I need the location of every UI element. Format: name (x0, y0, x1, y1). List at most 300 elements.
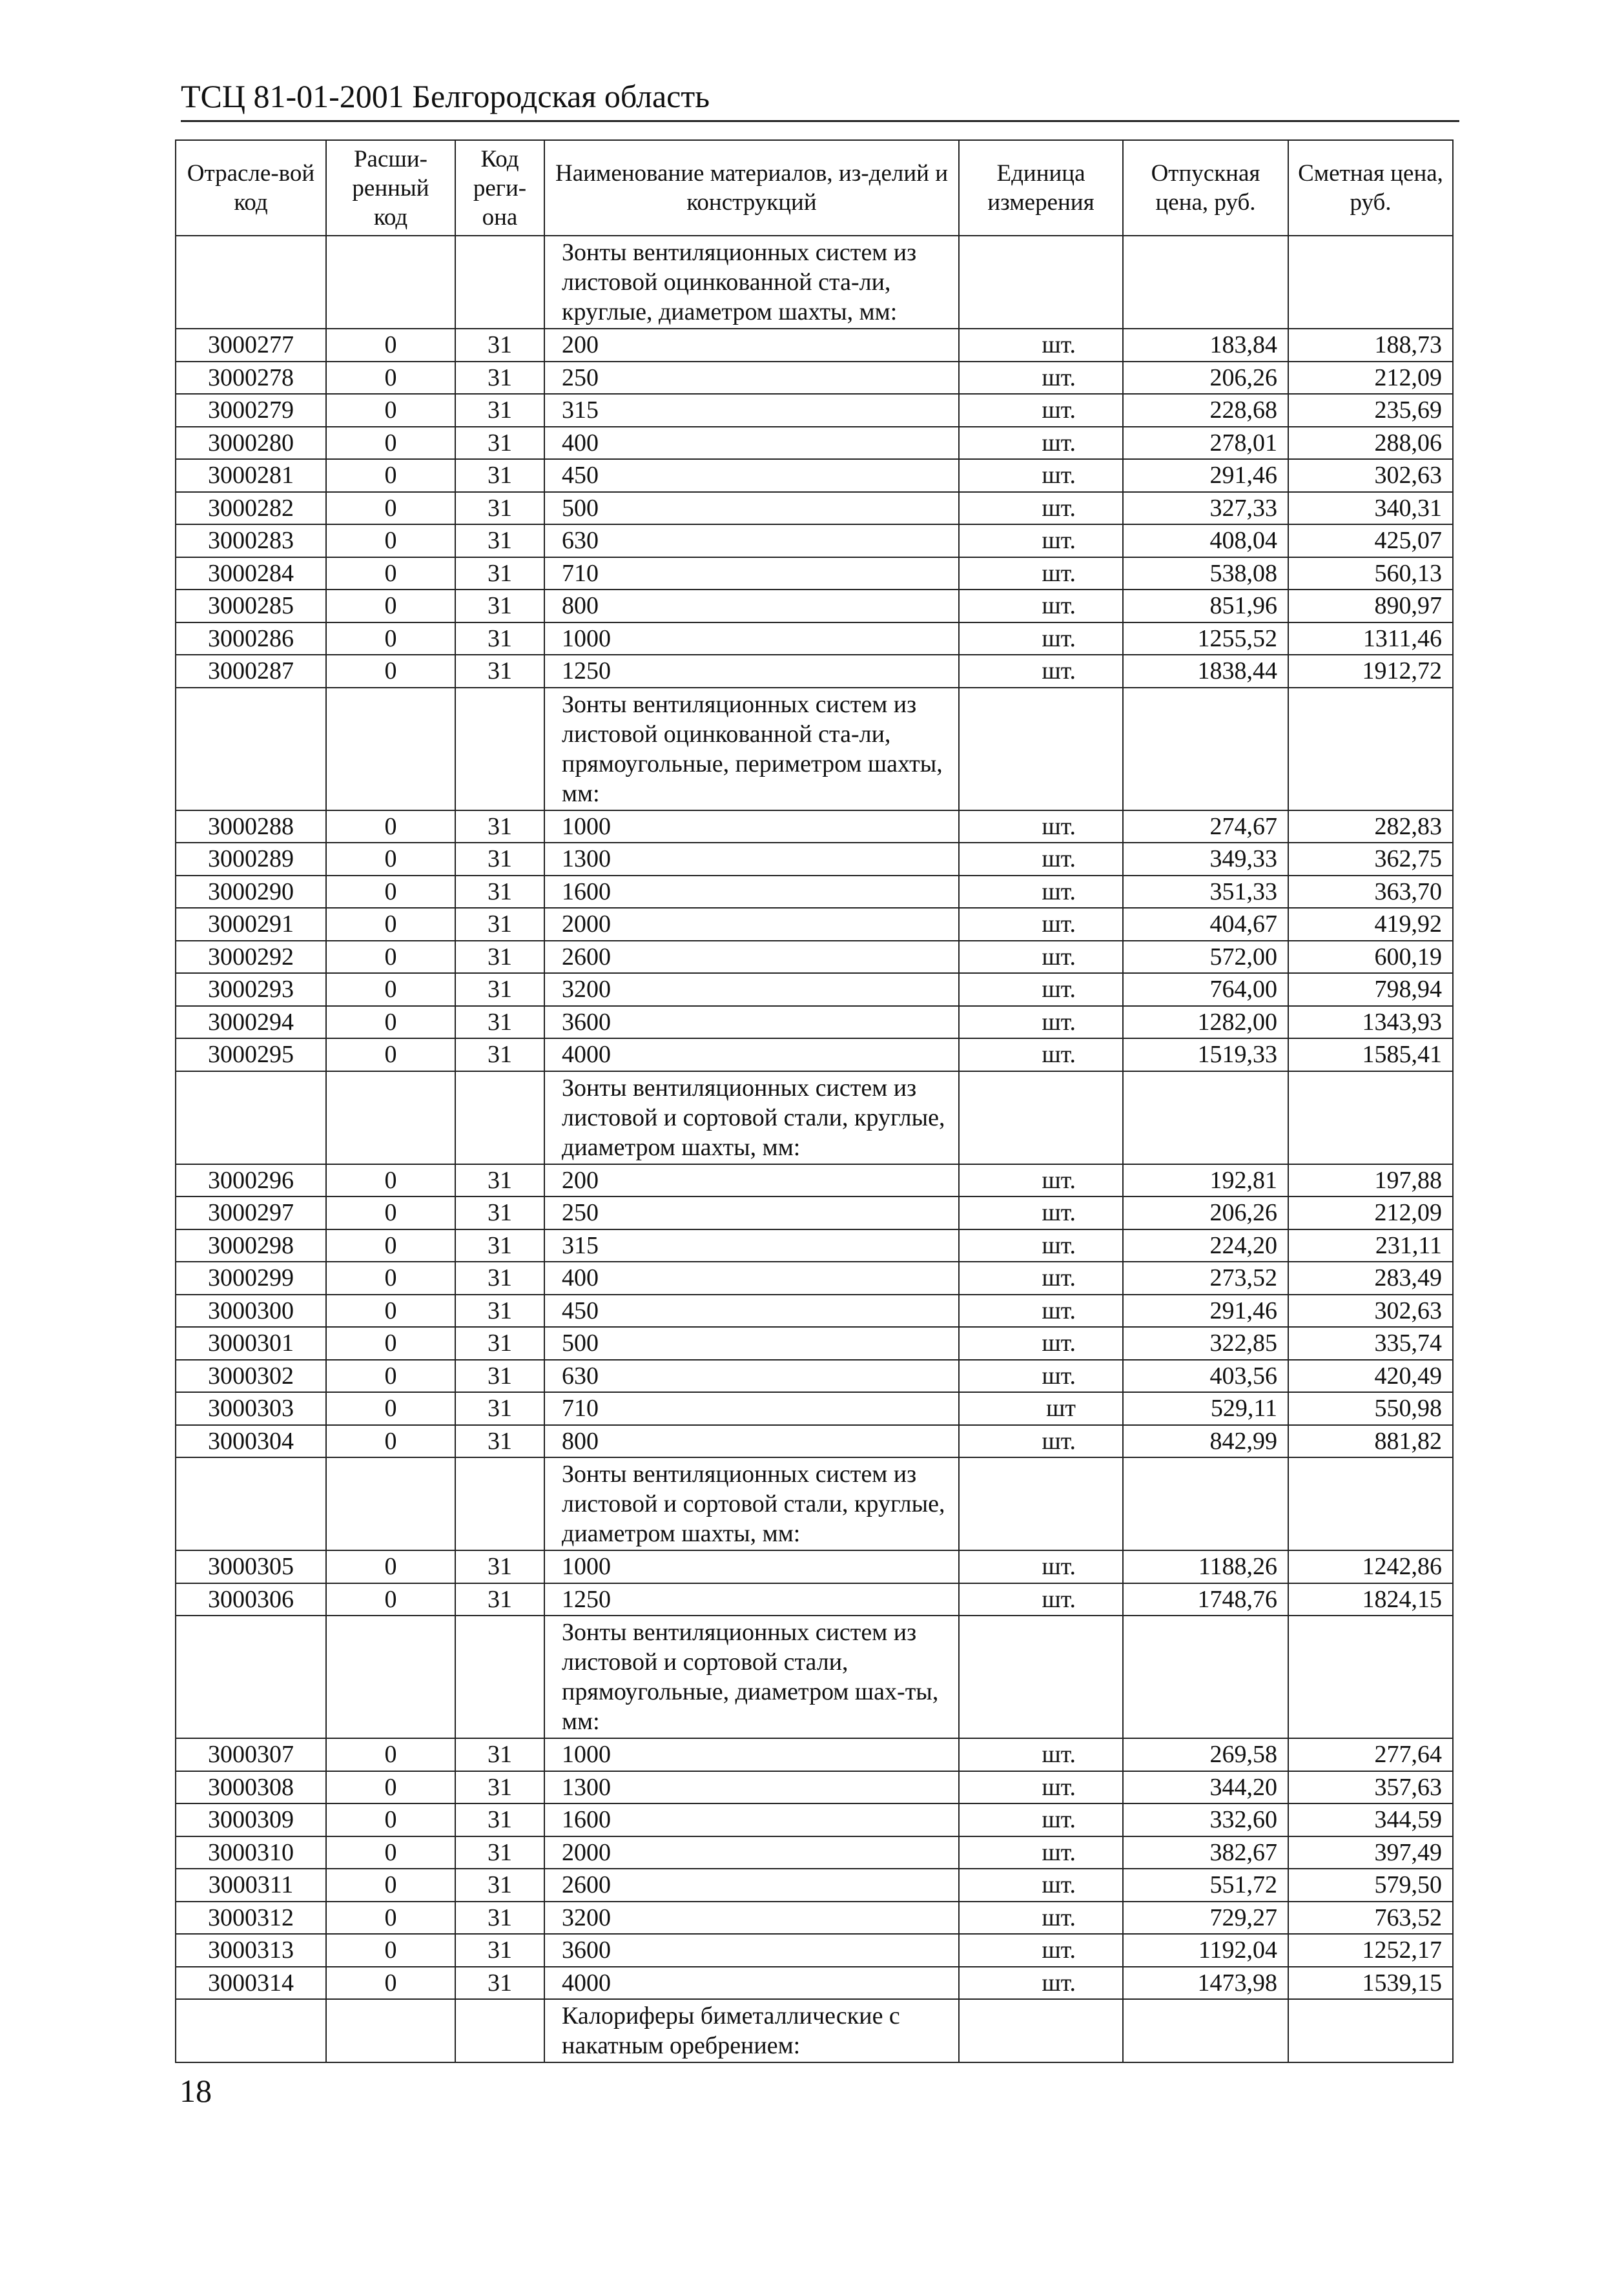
item-name-cell: 1000 (544, 622, 959, 655)
release-price-cell: 1519,33 (1123, 1038, 1288, 1071)
item-name-cell: 710 (544, 1392, 959, 1425)
estimate-price-cell: 550,98 (1288, 1392, 1453, 1425)
table-row (176, 655, 1453, 688)
empty-cell (455, 1071, 544, 1164)
unit-of-measure-cell: шт. (959, 1196, 1123, 1229)
group-header-row (176, 688, 1453, 810)
estimate-price-cell: 425,07 (1288, 524, 1453, 557)
estimate-price-cell: 579,50 (1288, 1869, 1453, 1902)
estimate-price-cell: 288,06 (1288, 427, 1453, 460)
industry-code-cell: 3000297 (176, 1196, 326, 1229)
region-code-cell: 31 (455, 1738, 544, 1771)
unit-of-measure-cell: шт. (959, 524, 1123, 557)
table-row (176, 459, 1453, 492)
table-row (176, 1425, 1453, 1458)
estimate-price-cell: 362,75 (1288, 843, 1453, 876)
estimate-price-cell: 188,73 (1288, 329, 1453, 362)
region-code-cell: 31 (455, 1934, 544, 1967)
region-code-cell: 31 (455, 1164, 544, 1197)
empty-cell (326, 1457, 455, 1550)
item-name-cell: 1300 (544, 843, 959, 876)
estimate-price-cell: 344,59 (1288, 1803, 1453, 1836)
region-code-cell: 31 (455, 1360, 544, 1393)
table-row (176, 908, 1453, 941)
item-name-cell: 450 (544, 459, 959, 492)
industry-code-cell: 3000299 (176, 1262, 326, 1295)
table-body (176, 236, 1453, 2062)
industry-code-cell: 3000292 (176, 941, 326, 974)
extended-code-cell: 0 (326, 622, 455, 655)
release-price-cell: 404,67 (1123, 908, 1288, 941)
table-row (176, 1196, 1453, 1229)
estimate-price-cell: 235,69 (1288, 394, 1453, 427)
industry-code-cell: 3000305 (176, 1550, 326, 1583)
region-code-cell: 31 (455, 1295, 544, 1328)
table-row (176, 492, 1453, 525)
empty-cell (176, 1616, 326, 1738)
unit-of-measure-cell: шт. (959, 1738, 1123, 1771)
release-price-cell: 1473,98 (1123, 1967, 1288, 2000)
item-name-cell: 450 (544, 1295, 959, 1328)
release-price-cell: 228,68 (1123, 394, 1288, 427)
column-header: Сметная цена, руб. (1288, 140, 1453, 236)
industry-code-cell: 3000298 (176, 1229, 326, 1262)
empty-cell (1123, 688, 1288, 810)
extended-code-cell: 0 (326, 1392, 455, 1425)
empty-cell (1123, 1999, 1288, 2062)
industry-code-cell: 3000310 (176, 1836, 326, 1869)
empty-cell (176, 688, 326, 810)
table-row (176, 427, 1453, 460)
item-name-cell: 1600 (544, 876, 959, 909)
item-name-cell: 200 (544, 1164, 959, 1197)
region-code-cell: 31 (455, 941, 544, 974)
estimate-price-cell: 357,63 (1288, 1771, 1453, 1804)
industry-code-cell: 3000291 (176, 908, 326, 941)
item-name-cell: 3200 (544, 973, 959, 1006)
empty-cell (455, 236, 544, 329)
industry-code-cell: 3000306 (176, 1583, 326, 1616)
item-name-cell: 2000 (544, 908, 959, 941)
unit-of-measure-cell: шт. (959, 394, 1123, 427)
release-price-cell: 206,26 (1123, 1196, 1288, 1229)
release-price-cell: 1838,44 (1123, 655, 1288, 688)
region-code-cell: 31 (455, 1836, 544, 1869)
region-code-cell: 31 (455, 655, 544, 688)
region-code-cell: 31 (455, 1771, 544, 1804)
region-code-cell: 31 (455, 1902, 544, 1935)
release-price-cell: 408,04 (1123, 524, 1288, 557)
extended-code-cell: 0 (326, 1006, 455, 1039)
item-name-cell: 1250 (544, 655, 959, 688)
item-name-cell: 4000 (544, 1038, 959, 1071)
unit-of-measure-cell: шт. (959, 622, 1123, 655)
unit-of-measure-cell: шт. (959, 876, 1123, 909)
group-header-row (176, 1457, 1453, 1550)
estimate-price-cell: 397,49 (1288, 1836, 1453, 1869)
group-title: Зонты вентиляционных систем из листовой и сортовой стали, круглые, диаметром шахты, мм: (544, 1071, 959, 1164)
industry-code-cell: 3000293 (176, 973, 326, 1006)
item-name-cell: 800 (544, 590, 959, 622)
region-code-cell: 31 (455, 908, 544, 941)
release-price-cell: 1192,04 (1123, 1934, 1288, 1967)
region-code-cell: 31 (455, 1869, 544, 1902)
release-price-cell: 192,81 (1123, 1164, 1288, 1197)
empty-cell (176, 1071, 326, 1164)
empty-cell (326, 1071, 455, 1164)
release-price-cell: 842,99 (1123, 1425, 1288, 1458)
extended-code-cell: 0 (326, 1738, 455, 1771)
industry-code-cell: 3000286 (176, 622, 326, 655)
extended-code-cell: 0 (326, 1771, 455, 1804)
group-header-row (176, 1999, 1453, 2062)
item-name-cell: 1300 (544, 1771, 959, 1804)
item-name-cell: 315 (544, 394, 959, 427)
extended-code-cell: 0 (326, 843, 455, 876)
region-code-cell: 31 (455, 524, 544, 557)
group-header-row (176, 1071, 1453, 1164)
region-code-cell: 31 (455, 843, 544, 876)
table-row (176, 1327, 1453, 1360)
industry-code-cell: 3000296 (176, 1164, 326, 1197)
extended-code-cell: 0 (326, 1550, 455, 1583)
unit-of-measure-cell: шт. (959, 1425, 1123, 1458)
empty-cell (959, 1071, 1123, 1164)
region-code-cell: 31 (455, 492, 544, 525)
item-name-cell: 315 (544, 1229, 959, 1262)
column-header: Отпускная цена, руб. (1123, 140, 1288, 236)
estimate-price-cell: 560,13 (1288, 557, 1453, 590)
unit-of-measure-cell: шт. (959, 1803, 1123, 1836)
unit-of-measure-cell: шт. (959, 1229, 1123, 1262)
release-price-cell: 403,56 (1123, 1360, 1288, 1393)
item-name-cell: 400 (544, 1262, 959, 1295)
industry-code-cell: 3000303 (176, 1392, 326, 1425)
industry-code-cell: 3000313 (176, 1934, 326, 1967)
region-code-cell: 31 (455, 1229, 544, 1262)
item-name-cell: 200 (544, 329, 959, 362)
table-header-row (176, 140, 1453, 236)
table-row (176, 1550, 1453, 1583)
release-price-cell: 729,27 (1123, 1902, 1288, 1935)
item-name-cell: 1000 (544, 1738, 959, 1771)
estimate-price-cell: 1912,72 (1288, 655, 1453, 688)
region-code-cell: 31 (455, 427, 544, 460)
estimate-price-cell: 890,97 (1288, 590, 1453, 622)
empty-cell (1288, 1071, 1453, 1164)
release-price-cell: 322,85 (1123, 1327, 1288, 1360)
item-name-cell: 710 (544, 557, 959, 590)
extended-code-cell: 0 (326, 1295, 455, 1328)
unit-of-measure-cell: шт. (959, 557, 1123, 590)
column-header: Наименование материалов, из-делий и конструкций (544, 140, 959, 236)
region-code-cell: 31 (455, 1583, 544, 1616)
table-row (176, 1360, 1453, 1393)
price-table (175, 139, 1454, 2063)
industry-code-cell: 3000302 (176, 1360, 326, 1393)
group-title: Калориферы биметаллические с накатным оребрением: (544, 1999, 959, 2062)
table-row (176, 1836, 1453, 1869)
region-code-cell: 31 (455, 459, 544, 492)
release-price-cell: 572,00 (1123, 941, 1288, 974)
empty-cell (176, 236, 326, 329)
region-code-cell: 31 (455, 1550, 544, 1583)
unit-of-measure-cell: шт. (959, 655, 1123, 688)
table-row (176, 1392, 1453, 1425)
industry-code-cell: 3000283 (176, 524, 326, 557)
unit-of-measure-cell: шт. (959, 941, 1123, 974)
region-code-cell: 31 (455, 394, 544, 427)
industry-code-cell: 3000290 (176, 876, 326, 909)
region-code-cell: 31 (455, 1038, 544, 1071)
estimate-price-cell: 1311,46 (1288, 622, 1453, 655)
region-code-cell: 31 (455, 876, 544, 909)
estimate-price-cell: 212,09 (1288, 362, 1453, 395)
estimate-price-cell: 197,88 (1288, 1164, 1453, 1197)
release-price-cell: 273,52 (1123, 1262, 1288, 1295)
group-title: Зонты вентиляционных систем из листовой и сортовой стали, прямоугольные, диаметром шах-ты, мм: (544, 1616, 959, 1738)
column-header: Расши-ренный код (326, 140, 455, 236)
table-row (176, 1262, 1453, 1295)
estimate-price-cell: 302,63 (1288, 459, 1453, 492)
release-price-cell: 1188,26 (1123, 1550, 1288, 1583)
extended-code-cell: 0 (326, 1869, 455, 1902)
industry-code-cell: 3000304 (176, 1425, 326, 1458)
item-name-cell: 2600 (544, 1869, 959, 1902)
empty-cell (326, 236, 455, 329)
document-title: ТСЦ 81-01-2001 Белгородская область (181, 78, 710, 114)
empty-cell (1288, 1616, 1453, 1738)
industry-code-cell: 3000307 (176, 1738, 326, 1771)
extended-code-cell: 0 (326, 941, 455, 974)
region-code-cell: 31 (455, 557, 544, 590)
release-price-cell: 551,72 (1123, 1869, 1288, 1902)
item-name-cell: 1000 (544, 810, 959, 843)
estimate-price-cell: 231,11 (1288, 1229, 1453, 1262)
industry-code-cell: 3000277 (176, 329, 326, 362)
industry-code-cell: 3000284 (176, 557, 326, 590)
release-price-cell: 529,11 (1123, 1392, 1288, 1425)
unit-of-measure-cell: шт. (959, 1038, 1123, 1071)
region-code-cell: 31 (455, 590, 544, 622)
extended-code-cell: 0 (326, 1360, 455, 1393)
item-name-cell: 2000 (544, 1836, 959, 1869)
extended-code-cell: 0 (326, 810, 455, 843)
item-name-cell: 800 (544, 1425, 959, 1458)
empty-cell (1123, 1616, 1288, 1738)
item-name-cell: 1000 (544, 1550, 959, 1583)
item-name-cell: 1250 (544, 1583, 959, 1616)
estimate-price-cell: 282,83 (1288, 810, 1453, 843)
extended-code-cell: 0 (326, 590, 455, 622)
estimate-price-cell: 600,19 (1288, 941, 1453, 974)
group-title: Зонты вентиляционных систем из листовой оцинкованной ста-ли, прямоугольные, периметром шахты, мм: (544, 688, 959, 810)
unit-of-measure-cell: шт. (959, 1262, 1123, 1295)
group-title: Зонты вентиляционных систем из листовой и сортовой стали, круглые, диаметром шахты, мм: (544, 1457, 959, 1550)
table-row (176, 810, 1453, 843)
release-price-cell: 224,20 (1123, 1229, 1288, 1262)
estimate-price-cell: 302,63 (1288, 1295, 1453, 1328)
empty-cell (455, 1999, 544, 2062)
release-price-cell: 278,01 (1123, 427, 1288, 460)
table-row (176, 1902, 1453, 1935)
estimate-price-cell: 1539,15 (1288, 1967, 1453, 2000)
extended-code-cell: 0 (326, 1327, 455, 1360)
empty-cell (326, 688, 455, 810)
table-row (176, 876, 1453, 909)
release-price-cell: 206,26 (1123, 362, 1288, 395)
region-code-cell: 31 (455, 1327, 544, 1360)
empty-cell (1123, 1071, 1288, 1164)
unit-of-measure-cell: шт. (959, 1869, 1123, 1902)
table-row (176, 1583, 1453, 1616)
table-row (176, 1934, 1453, 1967)
table-row (176, 394, 1453, 427)
item-name-cell: 3600 (544, 1006, 959, 1039)
table-row (176, 1803, 1453, 1836)
industry-code-cell: 3000295 (176, 1038, 326, 1071)
unit-of-measure-cell: шт. (959, 1967, 1123, 2000)
page-header (181, 76, 1459, 122)
extended-code-cell: 0 (326, 1583, 455, 1616)
industry-code-cell: 3000311 (176, 1869, 326, 1902)
item-name-cell: 3200 (544, 1902, 959, 1935)
unit-of-measure-cell: шт. (959, 1583, 1123, 1616)
release-price-cell: 1748,76 (1123, 1583, 1288, 1616)
industry-code-cell: 3000301 (176, 1327, 326, 1360)
empty-cell (176, 1457, 326, 1550)
release-price-cell: 1255,52 (1123, 622, 1288, 655)
region-code-cell: 31 (455, 1262, 544, 1295)
unit-of-measure-cell: шт. (959, 492, 1123, 525)
industry-code-cell: 3000281 (176, 459, 326, 492)
industry-code-cell: 3000278 (176, 362, 326, 395)
release-price-cell: 269,58 (1123, 1738, 1288, 1771)
empty-cell (959, 1999, 1123, 2062)
estimate-price-cell: 1585,41 (1288, 1038, 1453, 1071)
industry-code-cell: 3000312 (176, 1902, 326, 1935)
region-code-cell: 31 (455, 362, 544, 395)
release-price-cell: 349,33 (1123, 843, 1288, 876)
extended-code-cell: 0 (326, 908, 455, 941)
extended-code-cell: 0 (326, 1836, 455, 1869)
item-name-cell: 250 (544, 1196, 959, 1229)
estimate-price-cell: 212,09 (1288, 1196, 1453, 1229)
estimate-price-cell: 1252,17 (1288, 1934, 1453, 1967)
empty-cell (326, 1616, 455, 1738)
unit-of-measure-cell: шт. (959, 1934, 1123, 1967)
region-code-cell: 31 (455, 329, 544, 362)
release-price-cell: 382,67 (1123, 1836, 1288, 1869)
region-code-cell: 31 (455, 1006, 544, 1039)
empty-cell (1288, 688, 1453, 810)
extended-code-cell: 0 (326, 1902, 455, 1935)
extended-code-cell: 0 (326, 1934, 455, 1967)
region-code-cell: 31 (455, 1967, 544, 2000)
release-price-cell: 344,20 (1123, 1771, 1288, 1804)
release-price-cell: 1282,00 (1123, 1006, 1288, 1039)
region-code-cell: 31 (455, 973, 544, 1006)
column-header: Отрасле-вой код (176, 140, 326, 236)
unit-of-measure-cell: шт. (959, 1295, 1123, 1328)
extended-code-cell: 0 (326, 557, 455, 590)
empty-cell (1288, 1457, 1453, 1550)
group-title: Зонты вентиляционных систем из листовой оцинкованной ста-ли, круглые, диаметром шахты, мм: (544, 236, 959, 329)
industry-code-cell: 3000289 (176, 843, 326, 876)
extended-code-cell: 0 (326, 1164, 455, 1197)
extended-code-cell: 0 (326, 1229, 455, 1262)
estimate-price-cell: 763,52 (1288, 1902, 1453, 1935)
unit-of-measure-cell: шт. (959, 973, 1123, 1006)
item-name-cell: 500 (544, 1327, 959, 1360)
empty-cell (1123, 1457, 1288, 1550)
region-code-cell: 31 (455, 1196, 544, 1229)
empty-cell (959, 1616, 1123, 1738)
empty-cell (959, 1457, 1123, 1550)
release-price-cell: 183,84 (1123, 329, 1288, 362)
empty-cell (455, 1616, 544, 1738)
empty-cell (1123, 236, 1288, 329)
region-code-cell: 31 (455, 810, 544, 843)
empty-cell (176, 1999, 326, 2062)
unit-of-measure-cell: шт. (959, 362, 1123, 395)
extended-code-cell: 0 (326, 1803, 455, 1836)
empty-cell (959, 688, 1123, 810)
table-row (176, 1869, 1453, 1902)
estimate-price-cell: 419,92 (1288, 908, 1453, 941)
unit-of-measure-cell: шт. (959, 1902, 1123, 1935)
group-header-row (176, 1616, 1453, 1738)
extended-code-cell: 0 (326, 1425, 455, 1458)
unit-of-measure-cell: шт. (959, 1550, 1123, 1583)
extended-code-cell: 0 (326, 362, 455, 395)
table-row (176, 362, 1453, 395)
table-row (176, 1295, 1453, 1328)
industry-code-cell: 3000314 (176, 1967, 326, 2000)
estimate-price-cell: 420,49 (1288, 1360, 1453, 1393)
estimate-price-cell: 1824,15 (1288, 1583, 1453, 1616)
table-row (176, 329, 1453, 362)
industry-code-cell: 3000309 (176, 1803, 326, 1836)
empty-cell (1288, 1999, 1453, 2062)
group-header-row (176, 236, 1453, 329)
table-row (176, 973, 1453, 1006)
unit-of-measure-cell: шт. (959, 459, 1123, 492)
extended-code-cell: 0 (326, 1262, 455, 1295)
table-row (176, 1229, 1453, 1262)
extended-code-cell: 0 (326, 329, 455, 362)
estimate-price-cell: 881,82 (1288, 1425, 1453, 1458)
industry-code-cell: 3000282 (176, 492, 326, 525)
industry-code-cell: 3000308 (176, 1771, 326, 1804)
item-name-cell: 1600 (544, 1803, 959, 1836)
release-price-cell: 351,33 (1123, 876, 1288, 909)
page-number: 18 (180, 2073, 212, 2109)
table-row (176, 557, 1453, 590)
table-row (176, 524, 1453, 557)
estimate-price-cell: 283,49 (1288, 1262, 1453, 1295)
extended-code-cell: 0 (326, 524, 455, 557)
unit-of-measure-cell: шт. (959, 1164, 1123, 1197)
unit-of-measure-cell: шт. (959, 1836, 1123, 1869)
table-row (176, 1738, 1453, 1771)
table-row (176, 941, 1453, 974)
extended-code-cell: 0 (326, 655, 455, 688)
unit-of-measure-cell: шт. (959, 1771, 1123, 1804)
release-price-cell: 332,60 (1123, 1803, 1288, 1836)
item-name-cell: 4000 (544, 1967, 959, 2000)
estimate-price-cell: 1343,93 (1288, 1006, 1453, 1039)
